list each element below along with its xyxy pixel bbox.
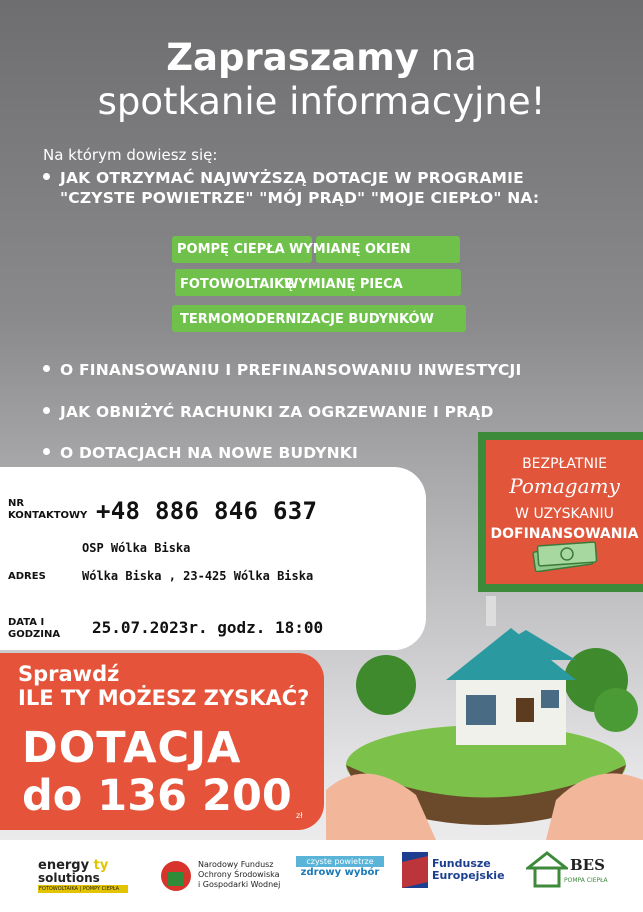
chip-pompa: POMPĘ CIEPŁA — [177, 242, 285, 257]
bullet-finansowanie — [43, 360, 521, 380]
fe-star-icon — [402, 852, 428, 888]
bullet-dotacje-line1: JAK OTRZYMAĆ NAJWYŻSZĄ DOTACJE W PROGRAMIE — [60, 169, 524, 187]
phone-number[interactable]: +48 886 846 637 — [96, 497, 318, 525]
chip-fotowoltaika: FOTOWOLTAIKĘ — [180, 277, 294, 292]
chip-piec: WYMIANĘ PIECA — [284, 277, 403, 292]
event-date: 25.07.2023r. godz. 18:00 — [92, 618, 324, 637]
fe-line1: Fundusze — [432, 857, 491, 870]
title-bold: Zapraszamy — [166, 36, 419, 79]
date-label-line2: GODZINA — [8, 629, 61, 640]
chip-okna: WYMIANĘ OKIEN — [289, 242, 411, 257]
energy-logo-word2: ty — [93, 858, 109, 873]
bullet-dot-icon — [43, 448, 50, 455]
phone-label-line1: NR — [8, 498, 25, 509]
chip-termomodernizacja: TERMOMODERNIZACJE BUDYNKÓW — [180, 312, 434, 327]
bullet-dotacje-line2: "CZYSTE POWIETRZE" "MÓJ PRĄD" "MOJE CIEPŁO" NA: — [60, 189, 540, 207]
energy-solutions-logo — [38, 858, 128, 893]
bullet-rachunki — [43, 402, 494, 422]
bullet-dotacje — [43, 168, 539, 208]
czyste-powietrze-line1: czyste powietrze — [296, 856, 384, 867]
czyste-powietrze-logo — [296, 856, 384, 878]
offer-amount: do 136 200 — [22, 771, 292, 821]
promo-obtain: W UZYSKANIU — [515, 506, 614, 522]
nfosigw-emblem-icon — [160, 860, 196, 892]
bes-name: BES — [570, 856, 605, 874]
offer-box — [0, 653, 324, 830]
czyste-powietrze-line2: zdrowy wybór — [300, 867, 380, 878]
nfosigw-line2: Ochrony Środowiska — [198, 870, 280, 879]
nfosigw-line1: Narodowy Fundusz — [198, 860, 274, 869]
bes-tagline: POMPA CIEPŁA — [564, 877, 608, 884]
date-label-line1: DATA I — [8, 617, 45, 628]
promo-funding: DOFINANSOWANIA — [490, 526, 639, 542]
bullet-nowe-budynki — [43, 443, 358, 463]
bullet-finansowanie-text: O FINANSOWANIU I PREFINANSOWANIU INWESTYCJI — [60, 361, 522, 379]
venue-address: Wólka Biska , 23-425 Wólka Biska — [82, 569, 314, 583]
logo-footer — [0, 840, 643, 912]
money-icon — [530, 536, 600, 572]
bullet-dot-icon — [43, 407, 50, 414]
title-line2: spotkanie informacyjne! — [97, 80, 546, 123]
title-rest: na — [418, 36, 477, 79]
energy-logo-word1: energy — [38, 858, 90, 873]
bullet-dot-icon — [43, 365, 50, 372]
venue-name: OSP Wólka Biska — [82, 541, 191, 555]
date-label — [8, 617, 60, 641]
energy-logo-tagline: FOTOWOLTAIKA | POMPY CIEPŁA — [38, 885, 128, 893]
bes-house-icon — [526, 850, 568, 888]
address-label: ADRES — [8, 571, 46, 582]
intro-text: Na którym dowiesz się: — [43, 146, 218, 164]
offer-check: Sprawdź — [18, 662, 120, 686]
offer-question: ILE TY MOŻESZ ZYSKAĆ? — [18, 686, 310, 710]
offer-dotacja: DOTACJA — [22, 723, 242, 773]
fe-line2: Europejskie — [432, 869, 505, 882]
energy-logo-word3: solutions — [38, 871, 100, 885]
promo-free: BEZPŁATNIE — [522, 456, 607, 472]
phone-label-line2: KONTAKTOWY — [8, 510, 88, 521]
bullet-rachunki-text: JAK OBNIŻYĆ RACHUNKI ZA OGRZEWANIE I PRĄD — [60, 403, 494, 421]
offer-unit: zł — [296, 811, 303, 820]
nfosigw-line3: i Gospodarki Wodnej — [198, 880, 281, 889]
bullet-nowe-budynki-text: O DOTACJACH NA NOWE BUDYNKI — [60, 444, 358, 462]
page-title — [0, 36, 643, 124]
bullet-dot-icon — [43, 173, 50, 180]
house-illustration — [326, 590, 643, 840]
phone-label — [8, 498, 87, 522]
promo-help: Pomagamy — [509, 474, 620, 498]
